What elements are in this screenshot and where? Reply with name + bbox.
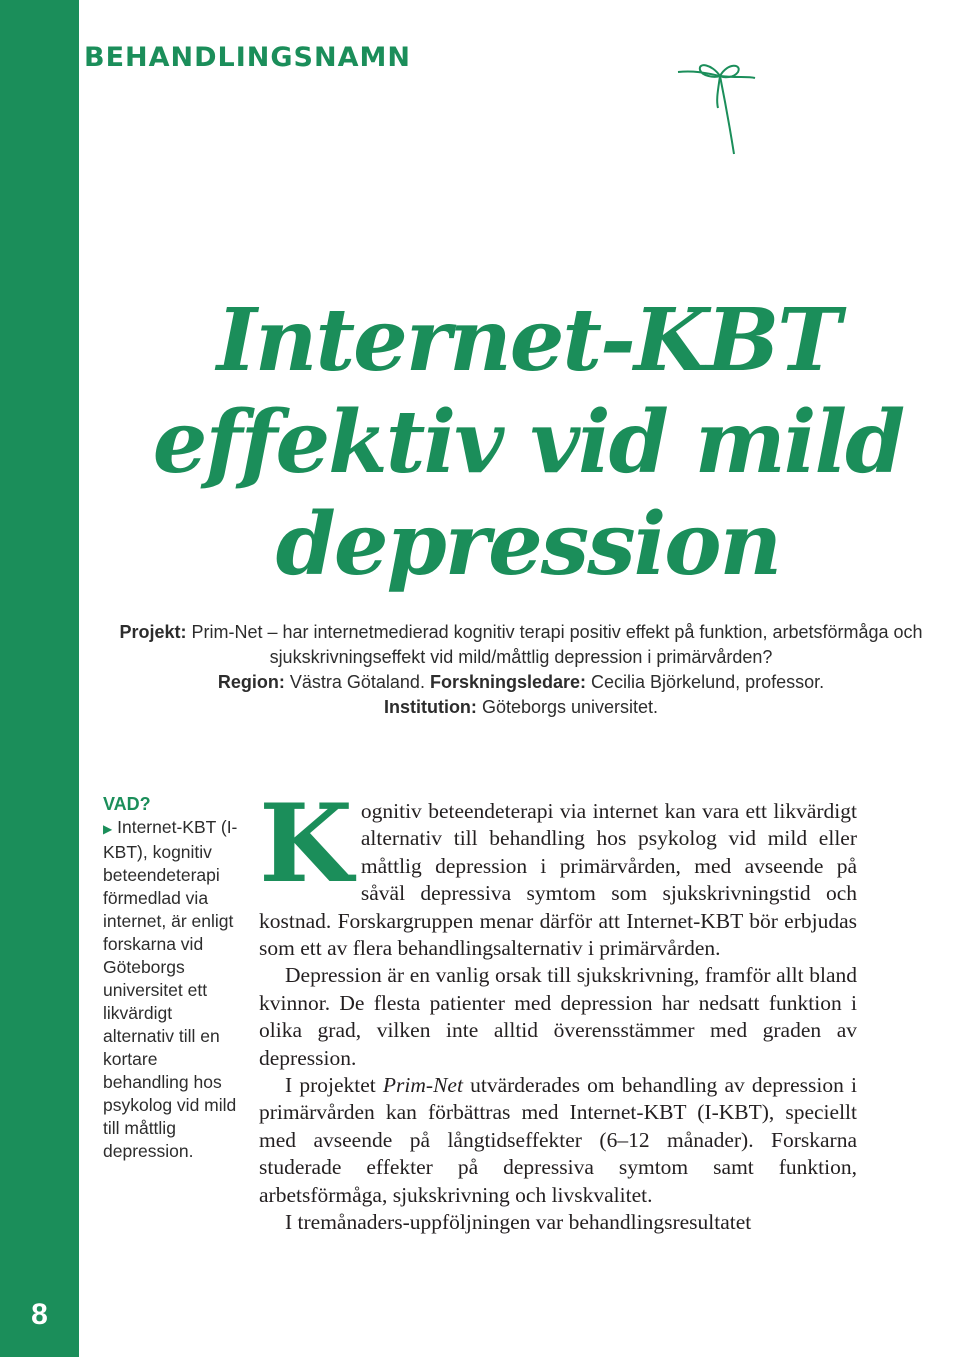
- headline: [108, 290, 948, 596]
- paragraph-2: Depression är en vanlig orsak till sjukskrivning, framför allt bland kvinnor. De flesta patienter med depression har nedsatt funktion i olika grad, vilken inte alltid överensstämmer med graden av depression.: [259, 963, 857, 1070]
- institution-text: Göteborgs universitet.: [481, 697, 659, 717]
- projekt-label: Projekt:: [119, 622, 187, 642]
- paragraph-4: I tremånaders-uppföljningen var behandlingsresultatet: [285, 1210, 752, 1235]
- paragraph-1-text: ognitiv beteendeterapi via internet kan vara ett likvärdigt alternativ till behandling hos psykolog vid mild eller måttlig depression i primärvården, med avseende på såväl depressiva symtom som sjukskrivningstid och kostnad. Forskargruppen menar därför att Internet-KBT bör erbjudas som ett av flera behandlingsalternativ i primärvården.: [259, 799, 857, 961]
- region-text: Västra Götaland.: [289, 672, 425, 692]
- region-label: Region:: [217, 672, 285, 692]
- page-number: 8: [31, 1298, 48, 1331]
- vad-text: Internet-KBT (I-KBT), kognitiv beteendeterapi förmedlad via internet, är enligt forskarna vid Göteborgs universitet ett likvärdigt alternativ till en kortare behandling hos psykolog vid mild till måttlig depression.: [103, 817, 238, 1161]
- leader-text: Cecilia Björkelund, professor.: [591, 672, 825, 692]
- section-label: BEHANDLINGSNAMN: [84, 42, 411, 73]
- dropcap-letter: K: [259, 781, 353, 907]
- triangle-bullet-icon: ▶: [103, 822, 113, 836]
- paragraph-1: [259, 781, 857, 962]
- project-info: [96, 620, 946, 720]
- paragraph-3-rest: utvärderades om behandling av depression i primärvården kan förbättras med Internet-KBT (I-KBT), speciellt med avseende på långtidseffekter (6–12 månader). Forskarna studerade effekter på depressiva symtom samt funktion, arbetsförmåga, sjukskrivning och livskvalitet.: [259, 1073, 858, 1207]
- headline-line-3: depression: [275, 494, 781, 595]
- headline-line-2: effektiv vid mild: [152, 392, 904, 493]
- vad-sidebar: [103, 793, 238, 1163]
- paragraph-3-lead: I projektet: [285, 1073, 383, 1098]
- vad-heading: VAD?: [103, 794, 151, 814]
- bow-string-icon: [676, 56, 756, 156]
- article-body: [259, 781, 858, 1237]
- green-side-bar: [0, 0, 79, 1357]
- institution-label: Institution:: [383, 697, 477, 717]
- project-name-italic: Prim-Net: [382, 1073, 463, 1098]
- paragraph-3: [259, 1072, 857, 1209]
- headline-line-1: Internet-KBT: [216, 290, 840, 391]
- projekt-text: Prim-Net – har internetmedierad kognitiv terapi positiv effekt på funktion, arbetsförmåga och sjukskrivningseffekt vid mild/måttlig depression i primärvården?: [191, 622, 923, 667]
- leader-label: Forskningsledare:: [429, 672, 587, 692]
